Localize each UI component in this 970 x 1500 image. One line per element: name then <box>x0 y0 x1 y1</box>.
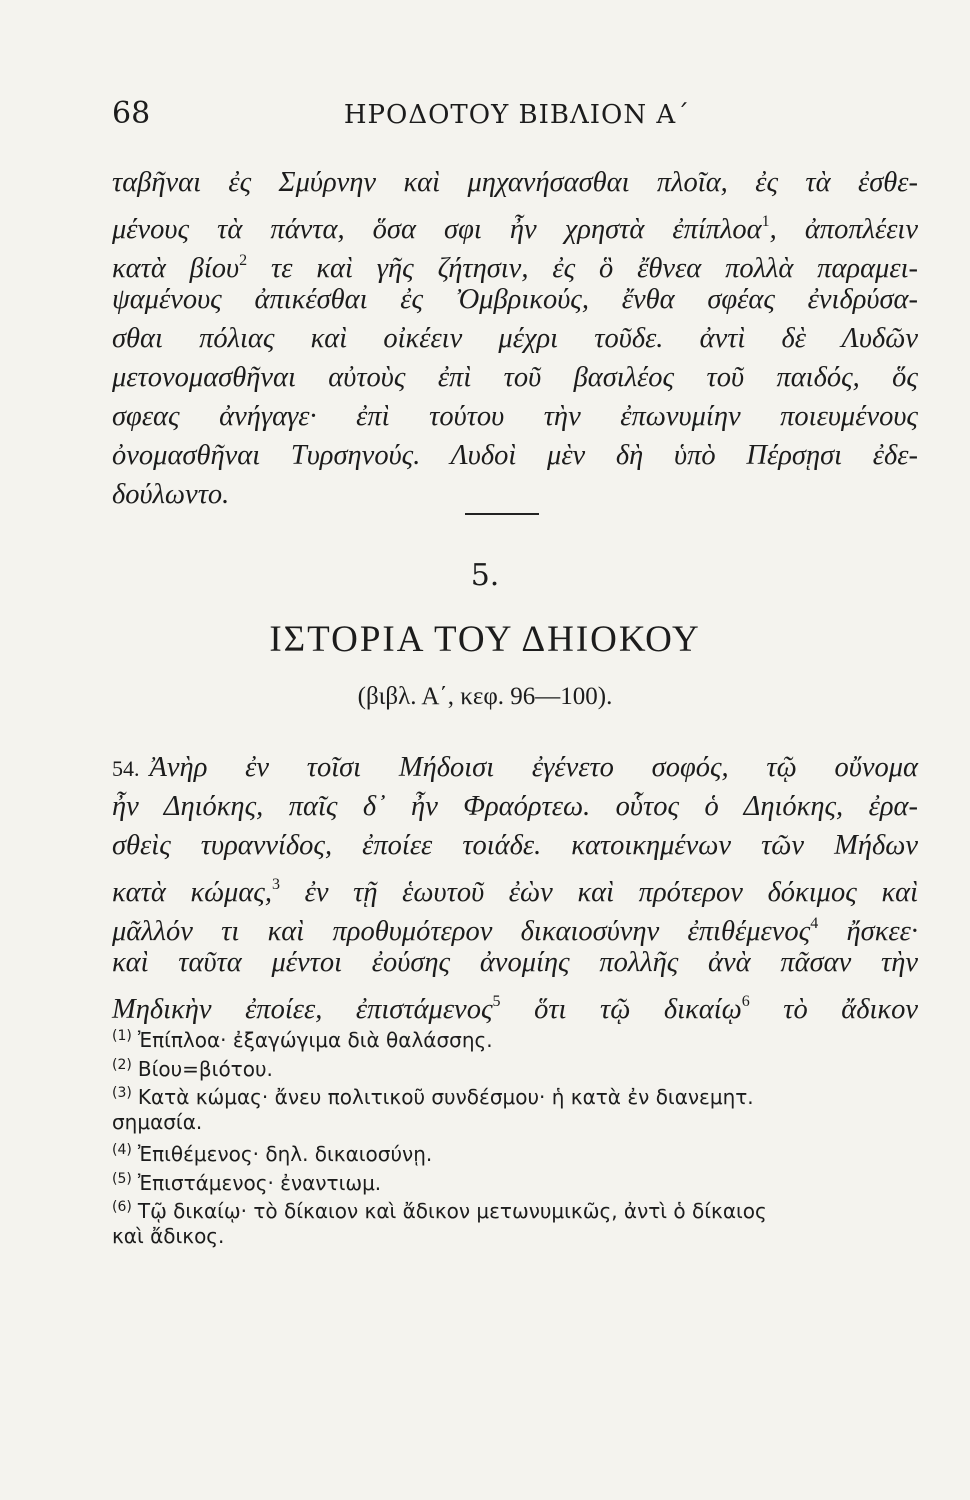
footnote-ref: 6 <box>741 993 750 1010</box>
footnotes <box>112 1022 918 1250</box>
footnote: ( $^4$ ) Ἐπιθέμενος· δηλ. δικαιοσύνῃ. <box>112 1136 918 1165</box>
text-line: κατὰ βίου$^2$ τε καὶ γῆς ζήτησιν, ἐς ὃ ἔθνεα πολλὰ παραμει- <box>112 252 919 284</box>
text-line: μετονομασθῆναι αὐτοὺς ἐπὶ τοῦ βασιλέος τοῦ παιδός, ὅς <box>112 362 918 393</box>
text-line: κατὰ κώμας,$^3$ ἐν τῇ ἑωυτοῦ ἐὼν καὶ πρότερον δόκιμος καὶ <box>112 876 918 908</box>
footnote: ( $^5$ ) Ἐπιστάμενος· ἐναντιωμ. <box>112 1165 918 1194</box>
footnote-mark: ( $^4$ ) <box>112 1142 132 1158</box>
text-line: μᾶλλόν τι καὶ προθυμότερον δικαιοσύνην ἐπιθέμενος$^4$ ἤσκεε· <box>112 915 918 947</box>
text-line: ἦν Δηιόκης, παῖς δ᾽ ἦν Φραόρτεω. οὗτος ὁ Δηιόκης, ἐρα- <box>112 791 918 822</box>
footnote: ( $^3$ ) Κατὰ κώμας· ἄνευ πολιτικοῦ συνδέσμου· ἡ κατὰ ἐν διανεμητ. <box>112 1079 918 1108</box>
page-header <box>112 96 922 136</box>
footnote-ref: 2 <box>239 252 248 269</box>
section-title: ΙΣΤΟΡΙΑ ΤΟΥ ΔΗΙΟΚΟΥ <box>269 619 701 660</box>
text-line: σθεὶς τυραννίδος, ἐποίεε τοιάδε. κατοικημένων τῶν Μήδων <box>112 830 918 861</box>
section-divider <box>465 513 539 515</box>
footnote-mark: ( $^3$ ) <box>112 1085 132 1101</box>
text-line: Μηδικὴν ἐποίεε, ἐπιστάμενος$^5$ ὅτι τῷ δικαίῳ$^6$ τὸ ἄδικον <box>112 993 918 1025</box>
footnote-mark: ( $^2$ ) <box>112 1057 132 1073</box>
footnote-mark: ( $^1$ ) <box>112 1028 132 1044</box>
text-line: σφεας ἀνήγαγε· ἐπὶ τούτου τὴν ἐπωνυμίην ποιευμένους <box>112 401 918 432</box>
footnote-ref: 3 <box>271 876 280 893</box>
footnote: ( $^6$ ) Τῷ δικαίῳ· τὸ δίκαιον καὶ ἄδικον μετωνυμικῶς, ἀντὶ ὁ δίκαιος <box>112 1193 918 1222</box>
section-reference: (βιβλ. Α΄, κεφ. 96—100). <box>357 683 613 710</box>
footnote-ref: 5 <box>492 993 501 1010</box>
running-head: ΗΡΟΔΟΤΟΥ ΒΙΒΛΙΟΝ Α΄ <box>343 100 691 130</box>
footnote: ( $^2$ ) Βίου=βιότου. <box>112 1051 918 1080</box>
text-line: μένους τὰ πάντα, ὅσα σφι ἦν χρηστὰ ἐπίπλοα$^1$, ἀποπλέειν <box>112 213 918 245</box>
footnote-continuation: καὶ ἄδικος. <box>112 1223 225 1248</box>
footnote-mark: ( $^6$ ) <box>112 1199 132 1215</box>
footnote-ref: 1 <box>761 213 770 230</box>
body-paragraph <box>112 163 918 514</box>
page-number: 68 <box>112 96 151 131</box>
chapter-paragraph <box>112 748 918 1025</box>
text-line: καὶ ταῦτα μέντοι ἐούσης ἀνομίης πολλῆς ἀνὰ πᾶσαν τὴν <box>112 947 918 978</box>
footnote-ref: 4 <box>810 915 819 932</box>
section-number: 5. <box>470 558 500 593</box>
text-line: ταβῆναι ἐς Σμύρνην καὶ μηχανήσασθαι πλοῖα, ἐς τὰ ἐσθε- <box>112 167 918 198</box>
text-line: δούλωντο. <box>112 479 230 510</box>
footnote: ( $^1$ ) Ἐπίπλοα· ἐξαγώγιμα διὰ θαλάσσης. <box>112 1022 918 1051</box>
footnote-mark: ( $^5$ ) <box>112 1171 132 1187</box>
footnote-continuation: σημασία. <box>112 1109 203 1134</box>
text-line: 54. Ἀνὴρ ἐν τοῖσι Μήδοισι ἐγένετο σοφός, τῷ οὔνομα <box>112 752 918 783</box>
text-line: σθαι πόλιας καὶ οἰκέειν μέχρι τοῦδε. ἀντὶ δὲ Λυδῶν <box>112 323 918 354</box>
text-line: ὀνομασθῆναι Τυρσηνούς. Λυδοὶ μὲν δὴ ὑπὸ Πέρσῃσι ἐδε- <box>112 440 918 471</box>
text-line: ψαμένους ἀπικέσθαι ἐς Ὀμβρικούς, ἔνθα σφέας ἐνιδρύσα- <box>112 284 918 315</box>
chapter-number: 54. <box>112 756 140 781</box>
